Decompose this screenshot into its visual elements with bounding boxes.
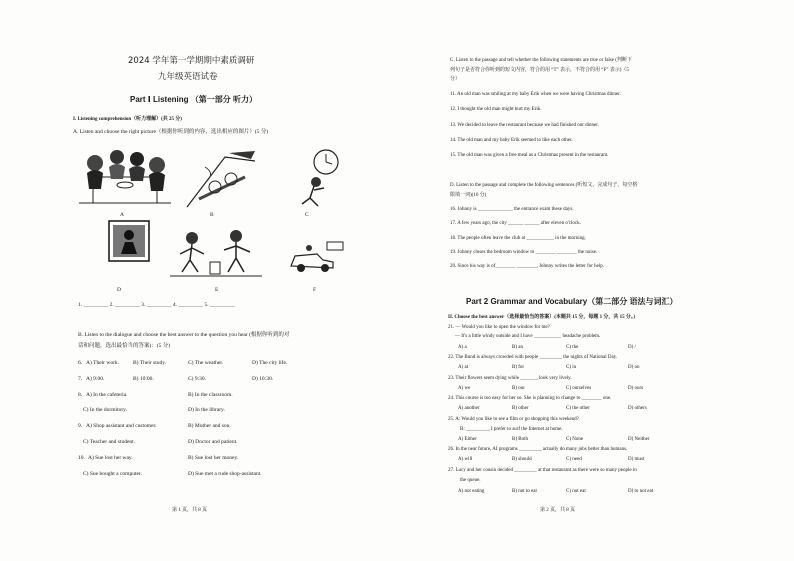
- picture-label-D: D: [117, 287, 121, 293]
- fill-item-17[interactable]: 17. A few years ago, the city ______ ______ after eleven o'clock.: [450, 221, 581, 226]
- tf-item-12[interactable]: 12. I thought the old man might hurt my Erik.: [450, 107, 542, 112]
- option-a[interactable]: A) not eating: [458, 489, 485, 494]
- option-a[interactable]: A) 9:00.: [86, 376, 105, 382]
- section-I-heading: I. Listening comprehension（听力理解）(共 25 分): [73, 117, 182, 122]
- option-b[interactable]: B) not to eat: [512, 489, 537, 494]
- answer-blanks-1-5[interactable]: 1. _________ 2. _________ 3. _________ 4. _________ 5. _________: [78, 302, 235, 308]
- option-c[interactable]: C) the: [566, 345, 579, 350]
- fill-item-18[interactable]: 18. The people often leave the club at ___________ in the morning.: [450, 236, 586, 241]
- section-C-instruction-line1: C. Listen to the passage and tell whether the following statements are true or false (判断下: [450, 58, 632, 63]
- option-d[interactable]: D) must: [628, 457, 645, 462]
- option-a[interactable]: A) Their work.: [86, 360, 120, 366]
- page-footer: 第 1 页，共 8 页: [172, 508, 208, 513]
- part2-heading: Part 2 Grammar and Vocabulary（第二部分 语法与词汇）: [466, 297, 678, 306]
- option-c[interactable]: C) In the dormitory.: [83, 407, 127, 413]
- exam-subtitle: 九年级英语试卷: [158, 72, 218, 82]
- picture-label-A: A: [120, 212, 124, 218]
- option-c[interactable]: C) Sue bought a computer.: [83, 471, 142, 477]
- option-b[interactable]: B) for: [512, 365, 525, 370]
- option-d[interactable]: D) /: [628, 345, 636, 350]
- option-a[interactable]: A) will: [458, 457, 473, 462]
- option-d[interactable]: D) on: [628, 365, 640, 370]
- picture-label-C: C: [305, 212, 309, 218]
- mc-stem-line2: B: _________, I prefer to surf the Internet at home.: [460, 427, 563, 432]
- picture-F-car: [287, 240, 345, 276]
- page-2: [400, 0, 794, 561]
- section-D-instruction-line1: D. Listen to the passage and complete the following sentences (听短文，完成句子，每空格: [450, 183, 638, 188]
- option-a[interactable]: A) In the cafeteria.: [86, 392, 128, 398]
- option-d[interactable]: D) others: [628, 406, 647, 411]
- option-d[interactable]: D) In the library.: [188, 407, 225, 413]
- option-d[interactable]: D) Sue met a rude shop-assistant.: [188, 471, 262, 477]
- option-a[interactable]: A) a: [458, 345, 467, 350]
- option-c[interactable]: C) in: [566, 365, 577, 370]
- option-b[interactable]: B) Their study.: [133, 360, 166, 366]
- option-c[interactable]: C) None: [566, 437, 584, 442]
- option-c[interactable]: C) not eat: [566, 489, 586, 494]
- option-b[interactable]: B) Mother and son.: [188, 423, 231, 429]
- mc-stem: 25. A: Would you like to see a film or go shopping this weekend?: [448, 417, 579, 422]
- exam-title: 2024 学年第一学期期中素质调研: [128, 56, 255, 66]
- option-b[interactable]: B) In the classroom.: [188, 392, 233, 398]
- option-a[interactable]: A) at: [458, 365, 469, 370]
- option-c[interactable]: C) the other: [566, 406, 590, 411]
- tf-item-15[interactable]: 15. The old man was given a free meal as a Christmas present in the restaurant.: [450, 153, 609, 158]
- option-b[interactable]: B) other: [512, 406, 529, 411]
- option-c[interactable]: C) Teacher and student.: [83, 439, 136, 445]
- question-number: 9.: [78, 423, 83, 429]
- part1-heading: Part Ⅰ Listening （第一部分 听力）: [130, 95, 257, 104]
- question-number: 6.: [78, 360, 83, 366]
- option-d[interactable]: D) The city life.: [252, 360, 288, 366]
- fill-item-20[interactable]: 20. Since his way is of________ ________, Johnny writes the letter for help.: [450, 264, 605, 269]
- option-a[interactable]: A) we: [458, 386, 471, 391]
- tf-item-13[interactable]: 13. We decided to leave the restaurant because we had finished our dinner.: [450, 123, 599, 128]
- option-b[interactable]: B) our: [512, 386, 525, 391]
- section-II-heading: II. Choose the best answer（选择最恰当的答案）(本题共 15 分，每题 1 分，共 15 分。): [448, 315, 636, 320]
- picture-label-F: F: [313, 287, 317, 293]
- picture-A-family-dinner: [73, 143, 177, 209]
- option-c[interactable]: C) need: [566, 457, 582, 462]
- mc-stem: 27. Lucy and her cousin decided _________ at that restaurant as there were so many people in: [448, 468, 637, 473]
- option-d[interactable]: D) Doctor and patient.: [188, 439, 238, 445]
- section-D-instruction-line2: 限填一词)(10 分): [450, 193, 487, 198]
- option-a[interactable]: A) another: [458, 406, 480, 411]
- section-C-instruction-line3: 分）: [450, 77, 461, 82]
- mc-stem-line2: — It's a little windy outside and I have ___________ headache problem.: [455, 334, 601, 339]
- fill-item-19[interactable]: 19. Johnny closes the bedroom window to ________ ________ the noise.: [450, 250, 598, 255]
- option-c[interactable]: C) 9:30.: [188, 376, 207, 382]
- question-number: 8.: [78, 392, 83, 398]
- option-d[interactable]: D) 10:30.: [252, 376, 274, 382]
- option-b[interactable]: B) an: [512, 345, 523, 350]
- option-b[interactable]: B) should: [512, 457, 532, 462]
- mc-stem-line2: the queue.: [460, 478, 481, 483]
- picture-D-person-in-frame: [108, 220, 150, 262]
- fill-item-16[interactable]: 16. Johnny is ______________ the entrance exam these days.: [450, 207, 574, 212]
- option-b[interactable]: B) Sue lost her money.: [188, 455, 239, 461]
- picture-E-two-boys: [170, 228, 262, 280]
- option-a[interactable]: A) Sue lost her way.: [88, 455, 133, 461]
- option-d[interactable]: D) Neither: [628, 437, 650, 442]
- picture-label-E: E: [215, 287, 219, 293]
- mc-stem: 22. The Bund is always crowded with people _________ the nights of National Day.: [448, 355, 618, 360]
- tf-item-14[interactable]: 14. The old man and my baby Erik seemed to like each other.: [450, 138, 573, 143]
- section-B-instruction-line2: 话和问题，选出最恰当的答案)：(5 分): [78, 343, 171, 349]
- option-d[interactable]: D) ours: [628, 386, 644, 391]
- mc-stem: 21. — Would you like to open the window for me?: [448, 325, 550, 330]
- question-number: 7.: [78, 376, 83, 382]
- picture-C-clock-running: [296, 148, 346, 208]
- option-a[interactable]: A) Shop assistant and customer.: [86, 423, 157, 429]
- section-A-instruction: A. Listen and choose the right picture（根据你听到的内容，选出相应的图片）(5 分): [73, 129, 269, 135]
- option-c[interactable]: C) The weather.: [188, 360, 224, 366]
- option-d[interactable]: D) to not eat: [628, 489, 654, 494]
- picture-label-B: B: [210, 212, 214, 218]
- section-C-instruction-line2: 列句子是否符合你听到的短文内容，符合的用 “T” 表示，不符合的用 “F” 表示)（5: [450, 68, 629, 73]
- picture-B-bicycle-road: [185, 147, 257, 209]
- option-b[interactable]: B) Both: [512, 437, 528, 442]
- mc-stem: 26. In the near future, AI programs _________ actually do many jobs better than humans.: [448, 447, 628, 452]
- option-a[interactable]: A) Either: [458, 437, 477, 442]
- question-number: 10.: [78, 455, 85, 461]
- section-B-instruction-line1: B. Listen to the dialogue and choose the best answer to the question you hear (根据你听到的对: [78, 332, 290, 338]
- page-footer: 第 2 页，共 8 页: [540, 508, 576, 513]
- option-c[interactable]: C) ourselves: [566, 386, 592, 391]
- tf-item-11[interactable]: 11. An old man was smiling at my baby Erik when we were having Christmas dinner.: [450, 92, 621, 97]
- option-b[interactable]: B) 10:00.: [133, 376, 154, 382]
- mc-stem: 24. This course is too easy for her so. She is planning to change to ________ one.: [448, 396, 612, 401]
- mc-stem: 23. Their flowers seem dying while _______ look very lively.: [448, 376, 572, 381]
